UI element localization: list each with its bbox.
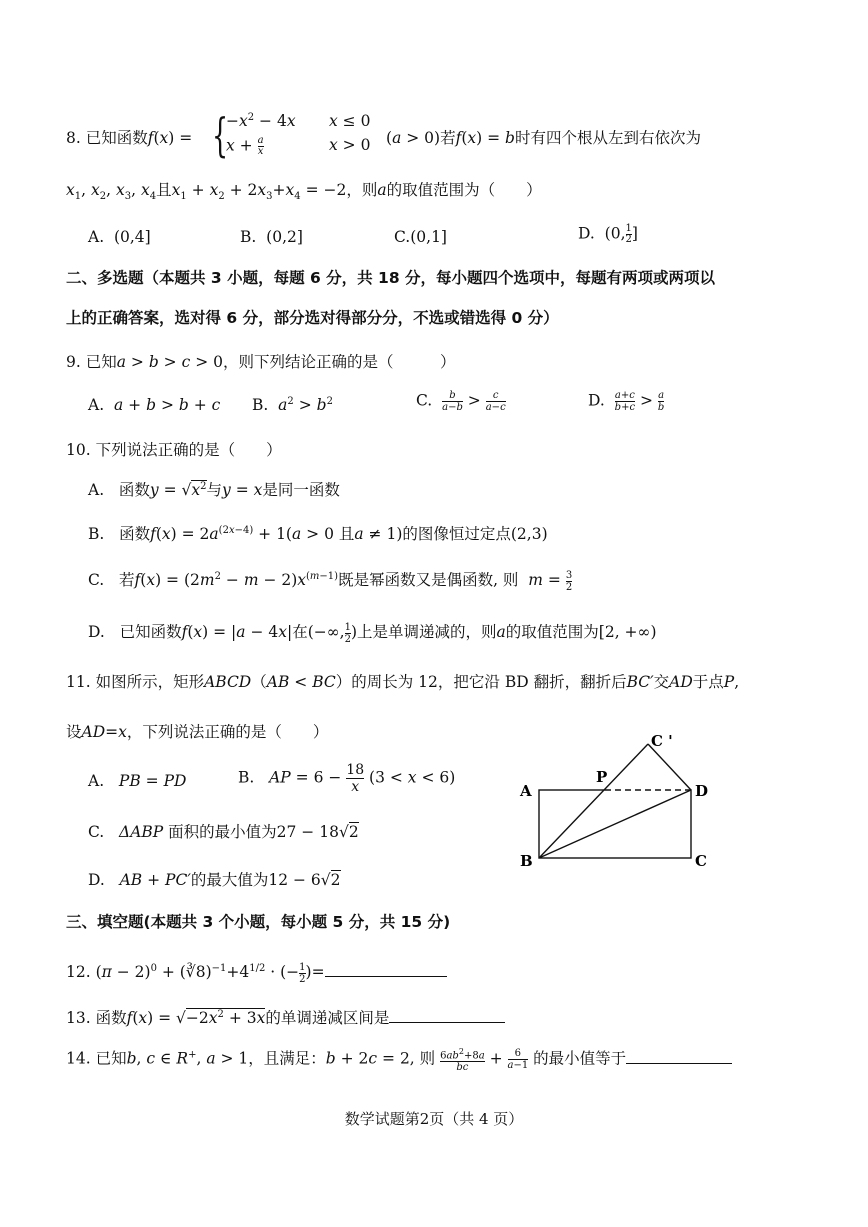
q9-option-d: D. a+c b+c > $\frac{a}{b}$ xyxy=(588,390,665,413)
section2-line2: 上的正确答案，选对得 6 分，部分选对得部分分，不选或错选得 0 分） xyxy=(66,309,559,327)
q13-answer-blank[interactable] xyxy=(389,1006,505,1023)
q8-option-c: C.(0,1] xyxy=(394,228,447,246)
q11-option-b: B. AP = 6 − 18 x (3 < x < 6) xyxy=(238,762,456,795)
q8-option-b: B. (0,2] xyxy=(240,228,303,246)
q10-option-d: D. 已知函数f(x) = |a − 4x|在(−∞,1 2 )上是单调递减的，则a的取值范围为[2, +∞) xyxy=(88,621,657,645)
label-p: P xyxy=(596,768,608,786)
q8-option-d: D. (0,1 2 ] xyxy=(578,223,638,245)
q8-option-a: A. (0,4] xyxy=(88,228,151,246)
q12-line: 12. $(\pi - 2)^0$ + $(∛8)^{-1}+4^{1/2} \cdot (-1$ 2 )= xyxy=(66,960,447,985)
section3-title: 三、填空题(本题共 3 个小题，每小题 5 分，共 15 分) xyxy=(66,913,451,931)
q10-option-c: C. 若$f(x) = (2m^2 - m - 2)x^{(m-1)}$既是幂函数又是偶函数, 则 m = 3 2 xyxy=(88,569,573,593)
segment-c-prime-d xyxy=(648,744,691,790)
q14-line: 14. 已知b, c ∈ R+, a > 1，且满足：b + 2c = 2, 则 $6ab^2+8a$ bc + 6 a−1 的最小值等于 xyxy=(66,1046,732,1073)
label-c-prime: C ' xyxy=(651,732,673,750)
exam-page: 8. 已知函数f(x) = { $-x^2 - 4x$ x ≤ 0 $x + \frac{a}{x}$ x > 0 (a > 0)若f(x) = b时有四个根从左到右依次为 $x_1$, $x_2$, $x_3$, $x_4$且$x_1 + x_2 + 2x_3+x_4 = -2$，则a的取值范围为（ ） A. (0,4] B. (0,2] C.(0,1] D. (0,1 2 ] 二、多选题（本题共 3 小题，每题 6 分，共 18 分，每小题四个选项中，每题有两项或两项以 上的正确答案，选对得 6 分，部分选对得部分分，不选或错选得 0 分） 9. 已知a > b > c > 0，则下列结论正确的是（ ） A. a + b > b + c B. $a^2 > b^2$ C. $\frac{b}{a-b}$ > $\frac{c}{a-c}$ D. a+c b+c > $\frac{a}{b}$ 10. 下列说法正确的是（ ） A. 函数$y = √x^2$与y = x是同一函数 B. 函数$f(x) = 2a^{(2x-4)} + 1(a > 0$ 且a ≠ 1)的图像恒过定点(2,3) C. 若$f(x) = (2m^2 - m - 2)x^{(m-1)}$既是幂函数又是偶函数, 则 m = 3 2 D. 已知函数f(x) = |a − 4x|在(−∞,1 2 )上是单调递减的，则a的取值范围为[2, +∞) 11. 如图所示，矩形ABCD（AB < BC）的周长为 12，把它沿 BD 翻折，翻折后BC′交AD于点P, 设AD=x，下列说法正确的是（ ） A. PB = PD B. AP = 6 − 18 x (3 < x < 6) C. ΔABP 面积的最小值为27 − 18√2 D. AB + PC′的最大值为12 − 6√2 A B C D P C ' 三、填空题(本题共 3 个小题，每小题 5 分，共 15 分) 12. $(\pi - 2)^0$ + $(∛8)^{-1}+4^{1/2} \cdot (-1$ 2 )= 13. 函数$f(x) = √-2x^2 + 3x$的单调递减区间是 14. 已知b, c ∈ R+, a > 1，且满足：b + 2c = 2, 则 $6ab^2+8a$ bc + 6 a−1 的最小值等于 数学试题第2页（共 4 页） xyxy=(0,0,868,1227)
q9-option-a: A. a + b > b + c xyxy=(88,396,221,414)
label-c: C xyxy=(695,852,707,870)
label-b: B xyxy=(520,852,533,870)
page-footer: 数学试题第2页（共 4 页） xyxy=(344,1110,524,1128)
section2-line1: 二、多选题（本题共 3 小题，每题 6 分，共 18 分，每小题四个选项中，每题有两项或两项以 xyxy=(66,269,716,287)
q8-line2: $x_1$, $x_2$, $x_3$, $x_4$且$x_1 + x_2 + 2x_3+x_4 = -2$，则a的取值范围为（ ） xyxy=(66,181,542,203)
label-a: A xyxy=(520,782,532,800)
q11-option-c: C. ΔABP 面积的最小值为27 − 18√2 xyxy=(88,823,359,841)
q10-option-b: B. 函数$f(x) = 2a^{(2x-4)} + 1(a > 0$ 且a ≠ 1)的图像恒过定点(2,3) xyxy=(88,524,548,543)
segment-bc-prime xyxy=(539,744,648,858)
q10-option-a: A. 函数$y = √x^2$与y = x是同一函数 xyxy=(88,480,340,499)
q11-line2: 设AD=x，下列说法正确的是（ ） xyxy=(66,723,329,741)
q11-option-a: A. PB = PD xyxy=(88,772,187,790)
q9-option-c: C. $\frac{b}{a-b}$ > $\frac{c}{a-c}$ xyxy=(416,390,506,413)
q11-figure xyxy=(510,724,720,874)
q14-answer-blank[interactable] xyxy=(626,1047,732,1064)
q11-line1: 11. 如图所示，矩形ABCD（AB < BC）的周长为 12，把它沿 BD 翻折，翻折后BC′交AD于点P, xyxy=(66,673,740,691)
q10-stem: 10. 下列说法正确的是（ ） xyxy=(66,441,282,459)
q12-answer-blank[interactable] xyxy=(325,960,447,977)
q9-option-b: B. $a^2 > b^2$ xyxy=(252,396,333,415)
q13-line: 13. 函数$f(x) = √-2x^2 + 3x$的单调递减区间是 xyxy=(66,1006,505,1028)
segment-bd xyxy=(539,790,691,858)
q9-stem: 9. 已知a > b > c > 0，则下列结论正确的是（ ） xyxy=(66,353,456,371)
q11-option-d: D. AB + PC′的最大值为12 − 6√2 xyxy=(88,871,341,889)
label-d: D xyxy=(695,782,709,800)
